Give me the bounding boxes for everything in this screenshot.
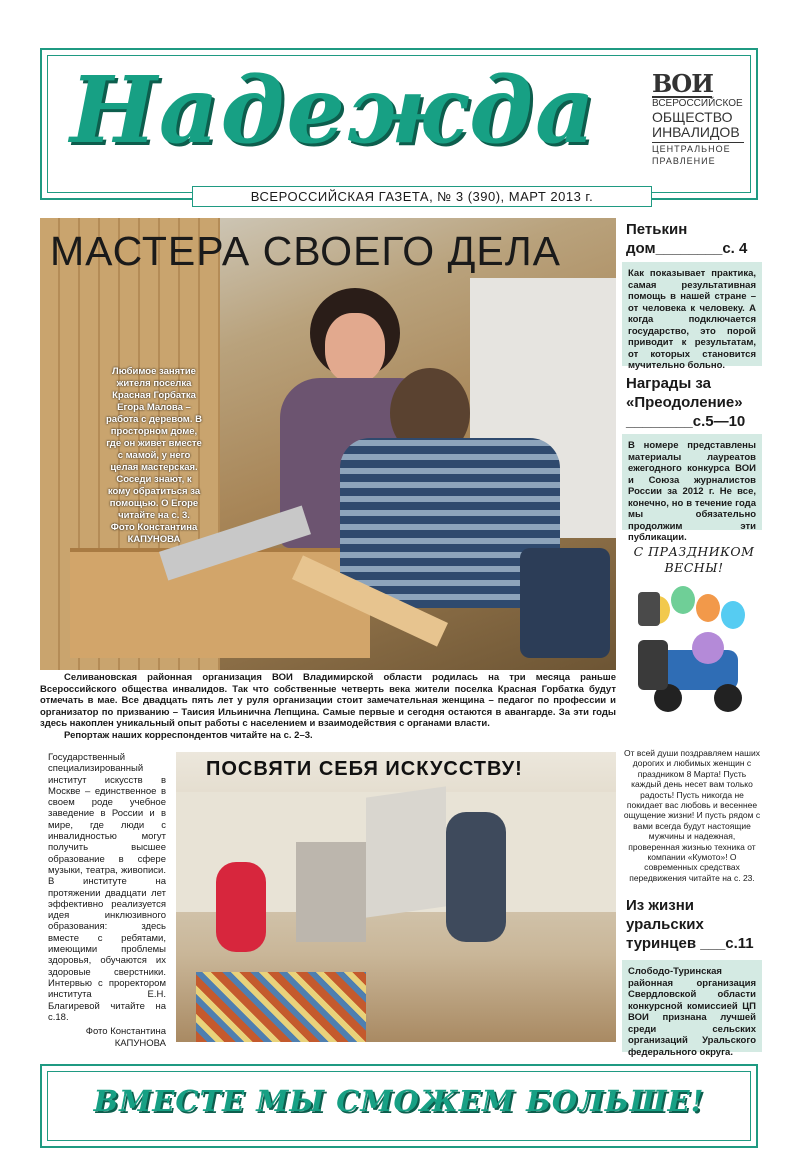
footer-slogan: ВМЕСТЕ МЫ СМОЖЕМ БОЛЬШЕ! [93, 1084, 705, 1118]
art-photo [176, 752, 616, 1042]
org-logo-block [652, 69, 744, 167]
caption-text: Любимое занятие жителя поселка Красная Горбатка Егора Малова – работа с деревом. В просторном доме, где он живет вместе с мамой, у него целая мастерская. Соседи знают, к кому обратиться за помощью. О Егоре читайте на с. 3. [106, 366, 202, 521]
issue-info: ВСЕРОССИЙСКАЯ ГАЗЕТА, № 3 (390), МАРТ 2013 г. [192, 186, 652, 207]
teaser-box-2: В номере представлены материалы лауреатов ежегодного конкурса ВОИ и Союза журналистов России за 2012 г. Не все, конечно, но в течение года мы обязательно продолжим эти публикации. [622, 434, 762, 530]
art-photo-credit: Фото Константина КАПУНОВА [85, 1026, 166, 1049]
main-lead-text: Селивановская районная организация ВОИ Владимирской области родилась на три месяца раньше Всероссийского общества инвалидов. Так что собственные четверть века жители поселка Красная Горбатка будут отмечать в мае. Все двадцать пять лет у руля организации стоит замечательная женщина – педагог по профессии и организатор по призванию – Таисия Ильинична Лепщина. Самые первые и сегодня остаются в авангарде. За эти годы здесь накоплен уникальный опыт работы с населением и взаимодействия с органами власти. [40, 672, 616, 729]
footer-banner [40, 1064, 758, 1148]
teaser-box-3: Слободо-Туринская районная организация Свердловской области конкурсной комиссией ЦП ВОИ признана лучшей среди сельских организаций Уральского федерального округа. [622, 960, 762, 1052]
art-article-text: Государственный специализированный институт искусств в Москве – единственное в своем роде учебное заведение в России и в мире, где люди с инвалидностью могут получить высшее образование в сфере музыки, театра, живописи. В институте на протяжении двадцати лет эффективно реализуется идея инклюзивного образования: здесь вместе с ребятами, имеющими проблемы здоровья, обучаются их здоровые сверстники. Интервью с проректором института Е.Н. Благиревой читайте на с.18. [48, 752, 166, 1023]
student-red-top [216, 862, 266, 952]
org-name-line: ВСЕРОССИЙСКОЕ [652, 98, 743, 109]
canvas-left [296, 842, 366, 942]
masthead [40, 48, 758, 204]
art-headline: ПОСВЯТИ СЕБЯ ИСКУССТВУ! [206, 758, 523, 780]
student-hoodie [446, 812, 506, 942]
main-headline: МАСТЕРА СВОЕГО ДЕЛА [50, 228, 561, 274]
org-name-line: ИНВАЛИДОВ [652, 124, 740, 140]
org-sub-line: ЦЕНТРАЛЬНОЕ [652, 142, 744, 155]
spring-greeting-text: От всей души поздравляем наших дорогих и любимых женщин с праздником 8 Марта! Пусть каждый день несет вам только радость! Пусть никогда не покидает вас любовь и весеннее ощущение жизни! И пусть рядом с вами всегда будут настоящие мужчины и надежная, проверенная жизнью техника от компании «Кумото»! О современных средствах передвижения читайте на с. 23. [623, 748, 761, 883]
man-jeans [520, 548, 610, 658]
headline-awards: Награды за «Преодоление» ________с.5—10 [626, 375, 746, 430]
canvas-right [366, 786, 446, 917]
photo-caption [104, 366, 204, 546]
workbench [70, 548, 370, 658]
caption-credit: Фото Константина КАПУНОВА [110, 522, 198, 545]
headline-petkin-dom: Петькин дом________с. 4 [626, 221, 748, 257]
main-lead-more: Репортаж наших корреспондентов читайте на с. 2–3. [64, 730, 313, 741]
org-sub-line: ПРАВЛЕНИЕ [652, 156, 716, 166]
newspaper-title: Надежда [70, 56, 597, 164]
org-name-line: ОБЩЕСТВО [652, 109, 733, 125]
spring-greeting-title: С ПРАЗДНИКОМ ВЕСНЫ! [633, 544, 755, 575]
teaser-box-1: Как показывает практика, самая результативная помощь в нашей стране – от человека к человеку. А когда подключается государство, это порой приводит к результатам, от которых становится мучительно больно. [622, 262, 762, 366]
woman-face [325, 313, 385, 383]
scooter-illustration [628, 580, 762, 730]
main-photo [40, 218, 616, 670]
voi-logo: ВОИ [652, 69, 713, 98]
paint-palette [196, 972, 366, 1042]
headline-urals: Из жизни уральских туринцев ___с.11 [626, 897, 754, 952]
